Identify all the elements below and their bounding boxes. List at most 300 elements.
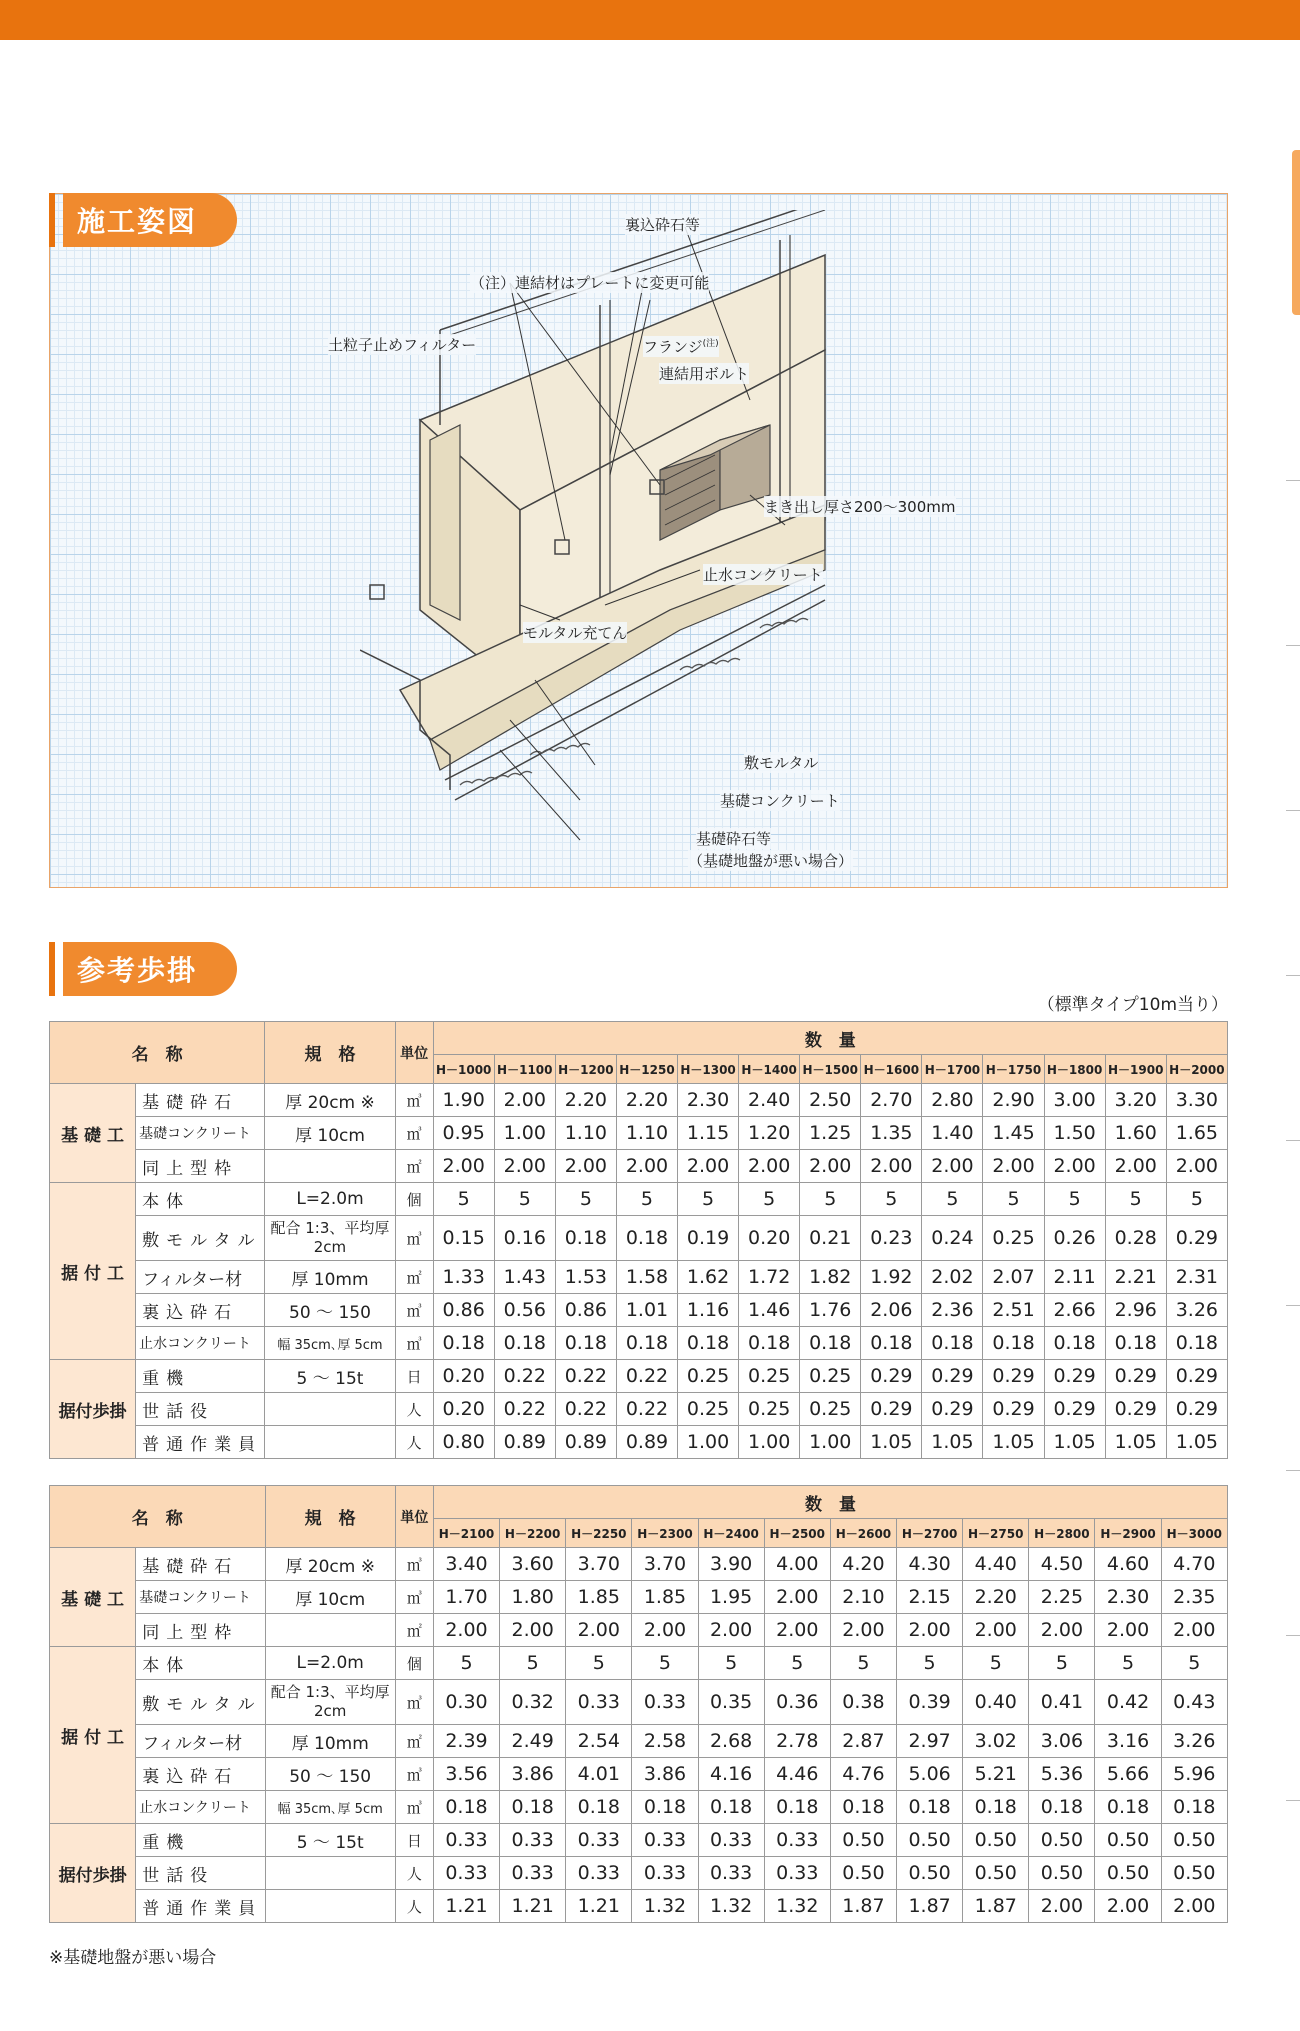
quantity-cell: 0.16 (494, 1216, 555, 1261)
quantity-cell: 0.22 (494, 1393, 555, 1426)
quantity-cell: 4.60 (1095, 1548, 1161, 1581)
quantity-cell: 0.25 (739, 1393, 800, 1426)
top-accent-bar (0, 0, 1300, 40)
quantity-cell: 3.26 (1166, 1294, 1227, 1327)
quantity-cell: 1.05 (922, 1426, 983, 1459)
group-label: 据 付 工 (50, 1647, 136, 1824)
quantity-cell: 1.16 (678, 1294, 739, 1327)
quantity-cell: 2.00 (433, 1150, 494, 1183)
item-spec (265, 1150, 395, 1183)
quantity-cell: 0.18 (1095, 1791, 1161, 1824)
quantity-cell: 0.33 (632, 1680, 698, 1725)
item-name: 止水コンクリート (136, 1327, 265, 1360)
quantity-cell: 3.02 (963, 1725, 1029, 1758)
quantity-cell: 0.29 (861, 1393, 922, 1426)
table-row (50, 1857, 1228, 1890)
model-column-header: H－2600 (830, 1519, 896, 1548)
quantity-cell: 1.87 (963, 1890, 1029, 1923)
quantity-cell: 0.18 (1166, 1327, 1227, 1360)
quantity-cell: 2.20 (555, 1084, 616, 1117)
quantity-cell: 5 (800, 1183, 861, 1216)
quantity-cell: 0.18 (433, 1327, 494, 1360)
quantity-cell: 0.33 (764, 1857, 830, 1890)
quantity-cell: 0.33 (698, 1824, 764, 1857)
quantity-cell: 0.20 (433, 1393, 494, 1426)
quantity-cell: 0.56 (494, 1294, 555, 1327)
quantity-cell: 0.29 (1105, 1360, 1166, 1393)
model-column-header: H－2100 (433, 1519, 499, 1548)
header-name: 名 称 (50, 1486, 266, 1548)
quantity-cell: 0.29 (1044, 1360, 1105, 1393)
standard-type-note: （標準タイプ10m当り） (1037, 995, 1228, 1015)
quantity-cell: 1.87 (830, 1890, 896, 1923)
quantity-cell: 0.89 (494, 1426, 555, 1459)
model-column-header: H－2500 (764, 1519, 830, 1548)
quantity-cell: 4.30 (897, 1548, 963, 1581)
table-row (50, 1824, 1228, 1857)
item-spec: 5 ～ 15t (265, 1360, 395, 1393)
quantity-cell: 1.00 (739, 1426, 800, 1459)
table-row (50, 1725, 1228, 1758)
quantity-cell: 5 (616, 1183, 677, 1216)
quantity-cell: 2.00 (1166, 1150, 1227, 1183)
quantity-cell: 2.58 (632, 1725, 698, 1758)
quantity-cell: 3.00 (1044, 1084, 1105, 1117)
table-row (50, 1327, 1228, 1360)
side-tick (1286, 810, 1300, 811)
item-name: 世話役 (136, 1857, 265, 1890)
quantity-cell: 2.00 (963, 1614, 1029, 1647)
quantity-cell: 0.41 (1029, 1680, 1095, 1725)
item-unit: ㎥ (395, 1581, 433, 1614)
model-column-header: H－2700 (897, 1519, 963, 1548)
item-name: 普通作業員 (136, 1890, 265, 1923)
quantity-cell: 0.29 (922, 1393, 983, 1426)
quantity-cell: 2.07 (983, 1261, 1044, 1294)
quantity-cell: 0.18 (963, 1791, 1029, 1824)
quantity-cell: 0.18 (566, 1791, 632, 1824)
label-base-concrete: 基礎コンクリート (720, 792, 840, 810)
quantity-cell: 2.70 (861, 1084, 922, 1117)
quantity-cell: 0.89 (616, 1426, 677, 1459)
item-name: フィルター材 (136, 1725, 265, 1758)
quantity-cell: 0.43 (1161, 1680, 1227, 1725)
quantity-cell: 0.18 (616, 1327, 677, 1360)
quantity-cell: 0.40 (963, 1680, 1029, 1725)
model-column-header: H－2400 (698, 1519, 764, 1548)
quantity-cell: 5 (632, 1647, 698, 1680)
quantity-cell: 1.58 (616, 1261, 677, 1294)
quantity-cell: 1.25 (800, 1117, 861, 1150)
quantity-cell: 0.50 (1029, 1824, 1095, 1857)
item-unit: ㎥ (395, 1680, 433, 1725)
quantity-cell: 2.00 (433, 1614, 499, 1647)
quantity-cell: 2.00 (830, 1614, 896, 1647)
quantity-cell: 3.70 (632, 1548, 698, 1581)
item-spec: 5 ～ 15t (265, 1824, 395, 1857)
quantity-cell: 0.39 (897, 1680, 963, 1725)
quantity-cell: 5 (861, 1183, 922, 1216)
quantity-cell: 1.92 (861, 1261, 922, 1294)
quantity-cell: 5 (897, 1647, 963, 1680)
quantity-cell: 0.15 (433, 1216, 494, 1261)
quantity-cell: 0.18 (1161, 1791, 1227, 1824)
quantity-cell: 0.18 (800, 1327, 861, 1360)
quantity-cell: 2.00 (1161, 1890, 1227, 1923)
quantity-cell: 0.33 (433, 1824, 499, 1857)
quantity-cell: 2.00 (764, 1614, 830, 1647)
quantity-cell: 1.32 (632, 1890, 698, 1923)
quantity-cell: 2.68 (698, 1725, 764, 1758)
quantity-cell: 0.26 (1044, 1216, 1105, 1261)
quantity-cell: 3.70 (566, 1548, 632, 1581)
quantity-cell: 1.62 (678, 1261, 739, 1294)
quantity-cell: 0.29 (1166, 1393, 1227, 1426)
header-row (50, 1486, 1228, 1519)
quantity-cell: 0.18 (983, 1327, 1044, 1360)
table-row (50, 1294, 1228, 1327)
item-name: 本体 (136, 1647, 265, 1680)
item-spec: 厚 10cm (265, 1117, 395, 1150)
quantity-cell: 2.00 (500, 1614, 566, 1647)
group-label: 基 礎 工 (50, 1548, 136, 1647)
item-spec: 配合 1:3、平均厚 2cm (265, 1680, 395, 1725)
quantity-cell: 1.46 (739, 1294, 800, 1327)
model-column-header: H－1900 (1105, 1055, 1166, 1084)
quantity-cell: 3.86 (632, 1758, 698, 1791)
model-column-header: H－1300 (678, 1055, 739, 1084)
quantity-cell: 5 (739, 1183, 800, 1216)
quantity-cell: 0.22 (616, 1360, 677, 1393)
quantity-cell: 5 (1044, 1183, 1105, 1216)
model-column-header: H－3000 (1161, 1519, 1227, 1548)
item-name: 裏込砕石 (136, 1758, 265, 1791)
quantity-cell: 2.10 (830, 1581, 896, 1614)
quantity-cell: 5 (555, 1183, 616, 1216)
section-title: 参考歩掛 (63, 942, 237, 996)
quantity-cell: 2.96 (1105, 1294, 1166, 1327)
quantity-cell: 5 (1166, 1183, 1227, 1216)
quantity-cell: 0.18 (1044, 1327, 1105, 1360)
item-spec: L=2.0m (265, 1647, 395, 1680)
quantity-cell: 1.05 (983, 1426, 1044, 1459)
section-heading-construction (49, 193, 237, 247)
quantity-cell: 0.33 (500, 1824, 566, 1857)
item-unit: ㎥ (395, 1327, 433, 1360)
quantity-cell: 2.00 (922, 1150, 983, 1183)
quantity-cell: 0.18 (632, 1791, 698, 1824)
quantity-cell: 2.97 (897, 1725, 963, 1758)
quantity-cell: 5 (983, 1183, 1044, 1216)
table-row (50, 1680, 1228, 1725)
model-column-header: H－1000 (433, 1055, 494, 1084)
table-row (50, 1183, 1228, 1216)
model-column-header: H－2300 (632, 1519, 698, 1548)
quantity-table-2 (49, 1485, 1228, 1923)
table-row (50, 1758, 1228, 1791)
item-spec (265, 1426, 395, 1459)
quantity-cell: 0.28 (1105, 1216, 1166, 1261)
quantity-cell: 1.45 (983, 1117, 1044, 1150)
header-name: 名 称 (50, 1022, 265, 1084)
quantity-cell: 4.00 (764, 1548, 830, 1581)
model-column-header: H－2000 (1166, 1055, 1227, 1084)
table-row (50, 1216, 1228, 1261)
model-column-header: H－1250 (616, 1055, 677, 1084)
quantity-cell: 2.00 (983, 1150, 1044, 1183)
quantity-cell: 5 (1161, 1647, 1227, 1680)
quantity-cell: 2.30 (678, 1084, 739, 1117)
item-unit: ㎥ (395, 1548, 433, 1581)
quantity-cell: 1.50 (1044, 1117, 1105, 1150)
quantity-cell: 0.22 (616, 1393, 677, 1426)
side-tick (1286, 975, 1300, 976)
quantity-cell: 0.18 (555, 1327, 616, 1360)
quantity-cell: 0.50 (963, 1857, 1029, 1890)
quantity-cell: 1.80 (500, 1581, 566, 1614)
table-row (50, 1791, 1228, 1824)
item-name: 普通作業員 (136, 1426, 265, 1459)
quantity-cell: 4.40 (963, 1548, 1029, 1581)
side-tick (1286, 1470, 1300, 1471)
label-base-gravel: 基礎砕石等 (696, 830, 772, 848)
quantity-cell: 1.21 (433, 1890, 499, 1923)
quantity-cell: 3.16 (1095, 1725, 1161, 1758)
quantity-cell: 0.18 (1105, 1327, 1166, 1360)
quantity-cell: 3.86 (500, 1758, 566, 1791)
quantity-cell: 1.32 (764, 1890, 830, 1923)
model-column-header: H－1100 (494, 1055, 555, 1084)
model-column-header: H－1750 (983, 1055, 1044, 1084)
quantity-cell: 2.21 (1105, 1261, 1166, 1294)
quantity-cell: 0.33 (566, 1824, 632, 1857)
quantity-cell: 4.16 (698, 1758, 764, 1791)
quantity-cell: 3.40 (433, 1548, 499, 1581)
quantity-cell: 0.38 (830, 1680, 896, 1725)
quantity-cell: 0.50 (1029, 1857, 1095, 1890)
quantity-cell: 0.29 (1166, 1216, 1227, 1261)
quantity-cell: 1.00 (678, 1426, 739, 1459)
quantity-cell: 0.33 (698, 1857, 764, 1890)
model-column-header: H－2900 (1095, 1519, 1161, 1548)
item-spec: 厚 10cm (265, 1581, 395, 1614)
quantity-cell: 2.00 (494, 1150, 555, 1183)
item-unit: ㎡ (395, 1614, 433, 1647)
quantity-cell: 0.18 (433, 1791, 499, 1824)
quantity-cell: 3.90 (698, 1548, 764, 1581)
item-name: フィルター材 (136, 1261, 265, 1294)
item-name: 基礎コンクリート (136, 1117, 265, 1150)
quantity-cell: 0.29 (861, 1360, 922, 1393)
quantity-cell: 0.29 (1044, 1393, 1105, 1426)
quantity-cell: 5 (1105, 1183, 1166, 1216)
quantity-cell: 0.29 (1166, 1360, 1227, 1393)
item-spec: 幅 35cm､厚 5cm (265, 1327, 395, 1360)
item-spec: 厚 10mm (265, 1725, 395, 1758)
quantity-cell: 2.66 (1044, 1294, 1105, 1327)
quantity-cell: 2.00 (566, 1614, 632, 1647)
quantity-cell: 4.76 (830, 1758, 896, 1791)
quantity-cell: 0.33 (632, 1824, 698, 1857)
quantity-cell: 1.82 (800, 1261, 861, 1294)
quantity-cell: 5 (433, 1183, 494, 1216)
quantity-cell: 2.00 (1161, 1614, 1227, 1647)
quantity-cell: 0.50 (897, 1824, 963, 1857)
item-unit: 個 (395, 1183, 433, 1216)
quantity-cell: 1.21 (500, 1890, 566, 1923)
table-row (50, 1647, 1228, 1680)
item-spec: 厚 10mm (265, 1261, 395, 1294)
quantity-cell: 2.54 (566, 1725, 632, 1758)
quantity-cell: 1.53 (555, 1261, 616, 1294)
side-tick (1286, 1140, 1300, 1141)
group-label: 据付歩掛 (50, 1824, 136, 1923)
quantity-cell: 5 (830, 1647, 896, 1680)
quantity-cell: 0.25 (678, 1393, 739, 1426)
quantity-cell: 2.11 (1044, 1261, 1105, 1294)
quantity-cell: 2.00 (678, 1150, 739, 1183)
item-spec: 厚 20cm ※ (265, 1084, 395, 1117)
quantity-cell: 0.22 (494, 1360, 555, 1393)
item-name: 裏込砕石 (136, 1294, 265, 1327)
quantity-cell: 1.00 (494, 1117, 555, 1150)
flange-note: (注) (702, 339, 719, 349)
header-spec: 規 格 (265, 1022, 395, 1084)
table-row (50, 1426, 1228, 1459)
item-unit: ㎥ (395, 1117, 433, 1150)
quantity-cell: 2.00 (739, 1150, 800, 1183)
quantity-cell: 0.33 (632, 1857, 698, 1890)
quantity-cell: 0.18 (698, 1791, 764, 1824)
item-unit: ㎥ (395, 1758, 433, 1791)
section-title: 施工姿図 (63, 193, 237, 247)
quantity-cell: 0.50 (830, 1857, 896, 1890)
item-unit: ㎥ (395, 1791, 433, 1824)
quantity-cell: 0.18 (500, 1791, 566, 1824)
quantity-cell: 2.00 (800, 1150, 861, 1183)
header-unit: 単位 (395, 1022, 433, 1084)
quantity-cell: 0.35 (698, 1680, 764, 1725)
item-unit: ㎡ (395, 1725, 433, 1758)
item-unit: 人 (395, 1890, 433, 1923)
item-name: 基礎砕石 (136, 1084, 265, 1117)
quantity-cell: 2.00 (555, 1150, 616, 1183)
quantity-cell: 2.31 (1166, 1261, 1227, 1294)
quantity-cell: 0.18 (897, 1791, 963, 1824)
item-name: 基礎砕石 (136, 1548, 265, 1581)
item-spec: 配合 1:3、平均厚 2cm (265, 1216, 395, 1261)
quantity-cell: 1.35 (861, 1117, 922, 1150)
item-unit: 人 (395, 1426, 433, 1459)
quantity-cell: 3.56 (433, 1758, 499, 1791)
quantity-cell: 0.18 (739, 1327, 800, 1360)
quantity-cell: 0.29 (922, 1360, 983, 1393)
item-spec: 厚 20cm ※ (265, 1548, 395, 1581)
quantity-cell: 0.50 (1095, 1857, 1161, 1890)
quantity-cell: 4.46 (764, 1758, 830, 1791)
heading-bar (49, 193, 55, 247)
model-column-header: H－1400 (739, 1055, 800, 1084)
quantity-cell: 3.26 (1161, 1725, 1227, 1758)
quantity-cell: 2.00 (698, 1614, 764, 1647)
quantity-cell: 0.50 (830, 1824, 896, 1857)
model-column-header: H－2800 (1029, 1519, 1095, 1548)
quantity-cell: 1.85 (632, 1581, 698, 1614)
label-bed-mortar: 敷モルタル (744, 754, 819, 772)
quantity-cell: 2.78 (764, 1725, 830, 1758)
quantity-cell: 5 (433, 1647, 499, 1680)
quantity-cell: 3.60 (500, 1548, 566, 1581)
quantity-cell: 0.25 (678, 1360, 739, 1393)
quantity-cell: 1.90 (433, 1084, 494, 1117)
quantity-cell: 2.36 (922, 1294, 983, 1327)
quantity-cell: 2.00 (1029, 1614, 1095, 1647)
section-heading-reference (49, 942, 237, 996)
quantity-cell: 1.05 (1044, 1426, 1105, 1459)
item-spec (265, 1614, 395, 1647)
quantity-cell: 2.87 (830, 1725, 896, 1758)
quantity-cell: 5.21 (963, 1758, 1029, 1791)
quantity-cell: 0.29 (983, 1360, 1044, 1393)
quantity-cell: 5 (764, 1647, 830, 1680)
quantity-cell: 1.32 (698, 1890, 764, 1923)
item-name: 敷モルタル (136, 1680, 265, 1725)
quantity-cell: 0.18 (555, 1216, 616, 1261)
label-connecting-bolt: 連結用ボルト (659, 365, 750, 383)
item-unit: ㎥ (395, 1294, 433, 1327)
quantity-cell: 4.20 (830, 1548, 896, 1581)
quantity-cell: 2.00 (632, 1614, 698, 1647)
quantity-cell: 0.21 (800, 1216, 861, 1261)
label-spread-thickness: まき出し厚さ200～300mm (764, 498, 956, 516)
quantity-cell: 0.42 (1095, 1680, 1161, 1725)
quantity-cell: 5 (566, 1647, 632, 1680)
quantity-cell: 0.32 (500, 1680, 566, 1725)
quantity-cell: 5.66 (1095, 1758, 1161, 1791)
quantity-cell: 0.30 (433, 1680, 499, 1725)
quantity-cell: 5 (1095, 1647, 1161, 1680)
item-spec: 50 ～ 150 (265, 1758, 395, 1791)
item-unit: 人 (395, 1857, 433, 1890)
quantity-cell: 2.35 (1161, 1581, 1227, 1614)
side-tick (1286, 1635, 1300, 1636)
quantity-cell: 2.00 (1095, 1614, 1161, 1647)
heading-bar (49, 942, 55, 996)
quantity-cell: 1.60 (1105, 1117, 1166, 1150)
quantity-cell: 0.19 (678, 1216, 739, 1261)
quantity-cell: 5 (698, 1647, 764, 1680)
quantity-cell: 0.18 (678, 1327, 739, 1360)
table-row (50, 1084, 1228, 1117)
quantity-cell: 0.86 (555, 1294, 616, 1327)
table-row (50, 1614, 1228, 1647)
model-column-header: H－1700 (922, 1055, 983, 1084)
quantity-cell: 0.29 (983, 1393, 1044, 1426)
model-column-header: H－1600 (861, 1055, 922, 1084)
quantity-cell: 1.95 (698, 1581, 764, 1614)
quantity-cell: 2.00 (1105, 1150, 1166, 1183)
label-soil-filter: 土粒子止めフィルター (328, 336, 477, 354)
quantity-cell: 0.18 (764, 1791, 830, 1824)
quantity-cell: 1.87 (897, 1890, 963, 1923)
side-index-tab[interactable] (1292, 150, 1300, 315)
quantity-cell: 1.20 (739, 1117, 800, 1150)
label-backfill-gravel: 裏込砕石等 (625, 216, 701, 234)
quantity-cell: 0.18 (922, 1327, 983, 1360)
quantity-cell: 1.72 (739, 1261, 800, 1294)
quantity-cell: 2.06 (861, 1294, 922, 1327)
header-row (50, 1022, 1228, 1055)
